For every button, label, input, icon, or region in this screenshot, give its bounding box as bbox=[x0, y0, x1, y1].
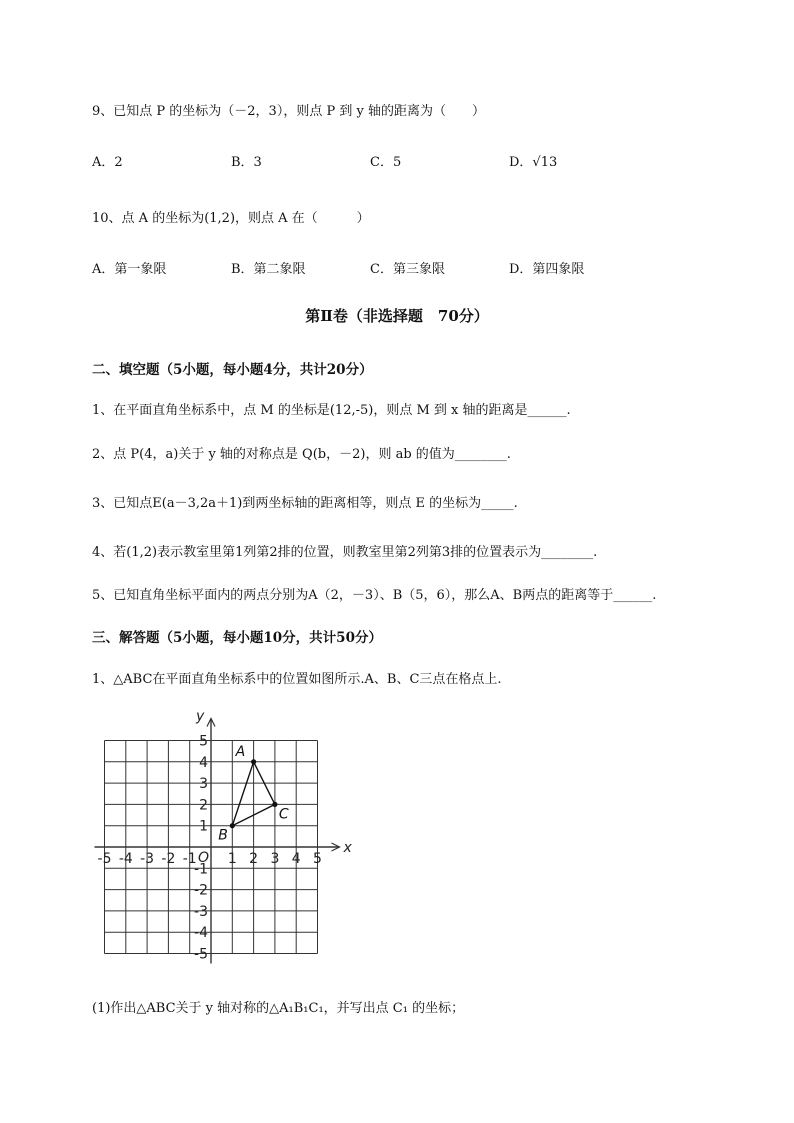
point-c bbox=[272, 802, 277, 807]
coordinate-grid-figure bbox=[80, 705, 360, 975]
answer-question-1-intro: 1、△ABC在平面直角坐标系中的位置如图所示.A、B、C三点在格点上. bbox=[92, 672, 502, 687]
q10-option-b: B．第二象限 bbox=[231, 262, 306, 277]
fill-question-1: 1、在平面直角坐标系中，点 M 的坐标是(12,-5)，则点 M 到 x 轴的距离是______. bbox=[92, 403, 571, 418]
y-axis-label: y bbox=[196, 708, 205, 725]
q10-option-a: A．第一象限 bbox=[92, 262, 167, 277]
point-b bbox=[230, 823, 235, 828]
x-tick-label: 3 bbox=[270, 851, 280, 867]
x-tick-label: 4 bbox=[291, 851, 301, 867]
y-tick-label: 1 bbox=[199, 818, 208, 835]
q9-option-b: B．3 bbox=[231, 155, 262, 170]
point-a bbox=[251, 759, 256, 764]
x-tick-label: 1 bbox=[227, 851, 237, 867]
q9-option-d: D．√13 bbox=[509, 155, 558, 170]
fill-question-5: 5、已知直角坐标平面内的两点分别为A（2，－3）、B（5，6），那么A、B两点的距离等于______. bbox=[92, 588, 657, 603]
q9-option-a: A．2 bbox=[92, 155, 123, 170]
y-tick-label: -5 bbox=[194, 946, 208, 963]
x-axis-label: x bbox=[343, 840, 352, 856]
x-tick-label: -2 bbox=[161, 851, 176, 867]
section3-heading: 三、解答题（5小题，每小题10分，共计50分） bbox=[92, 630, 382, 646]
fill-question-2: 2、点 P(4，a)关于 y 轴的对称点是 Q(b，－2)，则 ab 的值为________. bbox=[92, 447, 511, 462]
x-tick-label: -5 bbox=[97, 851, 112, 867]
section2-heading: 二、填空题（5小题，每小题4分，共计20分） bbox=[92, 362, 373, 378]
fill-question-4: 4、若(1,2)表示教室里第1列第2排的位置，则教室里第2列第3排的位置表示为________. bbox=[92, 545, 598, 560]
y-tick-label: 5 bbox=[199, 733, 208, 750]
q10-option-c: C．第三象限 bbox=[370, 262, 445, 277]
y-tick-label: 2 bbox=[199, 797, 208, 814]
y-tick-label: -3 bbox=[194, 903, 208, 920]
x-tick-label: -4 bbox=[118, 851, 133, 867]
x-tick-label: 5 bbox=[313, 851, 322, 867]
part2-title: 第Ⅱ卷（非选择题 70分） bbox=[305, 307, 489, 325]
y-tick-label: 3 bbox=[199, 776, 208, 793]
y-tick-label: -1 bbox=[194, 861, 208, 878]
tick-labels bbox=[98, 734, 322, 963]
origin-label: O bbox=[198, 850, 210, 866]
q9-option-c: C．5 bbox=[370, 155, 402, 170]
y-tick-label: -4 bbox=[194, 925, 208, 942]
x-tick-label: -1 bbox=[182, 851, 197, 867]
y-tick-label: 4 bbox=[199, 754, 208, 771]
point-label-b: B bbox=[218, 827, 228, 844]
q9-text: 9、已知点 P 的坐标为（－2，3），则点 P 到 y 轴的距离为（ ） bbox=[92, 104, 485, 119]
answer-question-1-part1: (1)作出△ABC关于 y 轴对称的△A₁B₁C₁，并写出点 C₁ 的坐标； bbox=[92, 1001, 465, 1016]
q10-text: 10、点 A 的坐标为(1,2)，则点 A 在（ ） bbox=[92, 211, 370, 226]
x-tick-label: -3 bbox=[140, 851, 155, 867]
x-tick-label: 2 bbox=[249, 851, 259, 867]
q10-option-d: D．第四象限 bbox=[509, 262, 585, 277]
fill-question-3: 3、已知点E(a－3,2a＋1)到两坐标轴的距离相等，则点 E 的坐标为_____. bbox=[92, 496, 518, 511]
point-label-c: C bbox=[278, 806, 289, 823]
point-label-a: A bbox=[235, 743, 246, 760]
y-tick-label: -2 bbox=[194, 882, 208, 899]
